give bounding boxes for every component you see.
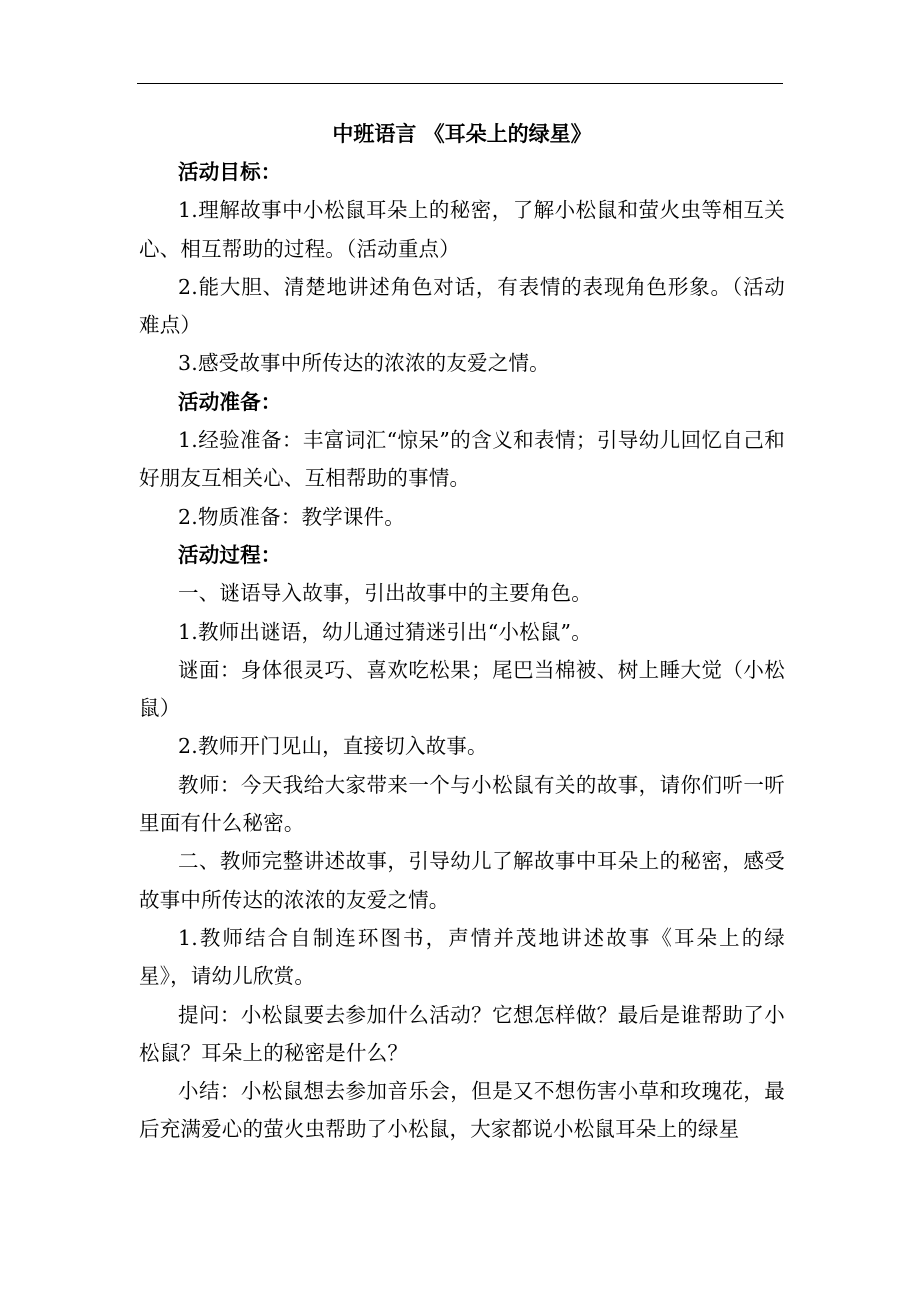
paragraph: 1.教师结合自制连环图书，声情并茂地讲述故事《耳朵上的绿星》，请幼儿欣赏。 — [139, 925, 785, 989]
document-body — [139, 114, 785, 1149]
section-heading-preparation: 活动准备： — [178, 389, 282, 414]
paragraph: 教师：今天我给大家带来一个与小松鼠有关的故事，请你们听一听里面有什么秘密。 — [139, 772, 785, 836]
paragraph: 1.教师出谜语，幼儿通过猜迷引出“小松鼠”。 — [178, 619, 592, 644]
paragraph: 谜面：身体很灵巧、喜欢吃松果；尾巴当棉被、树上睡大觉（小松鼠） — [139, 657, 785, 721]
paragraph: 2.物质准备：教学课件。 — [178, 504, 405, 529]
paragraph: 1.经验准备：丰富词汇“惊呆”的含义和表情；引导幼儿回忆自己和好朋友互相关心、互相帮助的事情。 — [139, 428, 785, 491]
paragraph: 一、谜语导入故事，引出故事中的主要角色。 — [178, 581, 592, 606]
paragraph: 1.理解故事中小松鼠耳朵上的秘密，了解小松鼠和萤火虫等相互关心、相互帮助的过程。（活动重点） — [139, 198, 785, 261]
paragraph: 2.能大胆、清楚地讲述角色对话，有表情的表现角色形象。（活动难点） — [139, 274, 785, 338]
paragraph: 3.感受故事中所传达的浓浓的友爱之情。 — [178, 351, 550, 376]
section-heading-goals: 活动目标： — [178, 160, 282, 184]
document-title: 中班语言 《耳朵上的绿星》 — [332, 121, 592, 146]
paragraph: 二、教师完整讲述故事，引导幼儿了解故事中耳朵上的秘密，感受故事中所传达的浓浓的友爱之情。 — [139, 849, 785, 912]
header-rule — [137, 83, 783, 84]
paragraph: 小结：小松鼠想去参加音乐会，但是又不想伤害小草和玫瑰花，最后充满爱心的萤火虫帮助了小松鼠，大家都说小松鼠耳朵上的绿星 — [139, 1079, 785, 1142]
section-heading-process: 活动过程： — [178, 542, 282, 567]
paragraph: 提问：小松鼠要去参加什么活动？它想怎样做？最后是谁帮助了小松鼠？耳朵上的秘密是什么？ — [139, 1002, 785, 1065]
paragraph: 2.教师开门见山，直接切入故事。 — [178, 734, 488, 759]
